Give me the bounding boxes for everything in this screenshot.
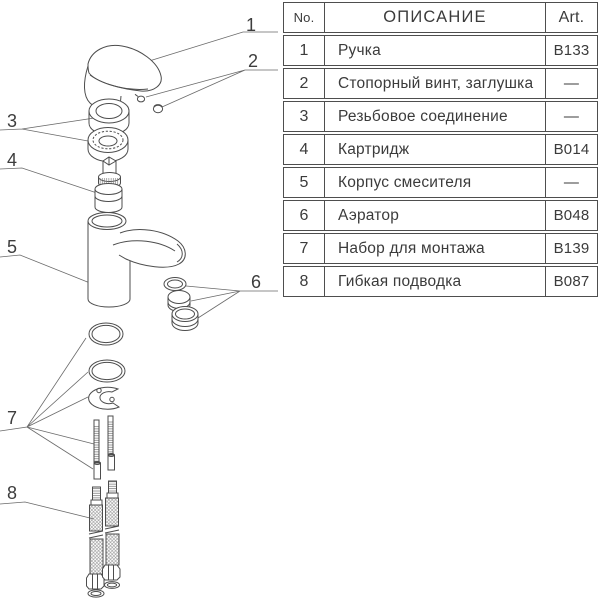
- parts-table: [283, 2, 598, 299]
- callout-leader-lines: [0, 32, 278, 519]
- cell-no: 8: [284, 267, 325, 296]
- header-description: ОПИСАНИЕ: [325, 3, 546, 32]
- cell-art: B133: [553, 42, 590, 59]
- table-row: [283, 101, 598, 132]
- callout-4: 4: [6, 150, 18, 170]
- callout-3: 3: [6, 111, 18, 131]
- cell-description: Стопорный винт, заглушка: [325, 69, 546, 98]
- table-row: [283, 167, 598, 198]
- aerator-part: [164, 278, 198, 331]
- cell-no: 2: [284, 69, 325, 98]
- cell-no: 5: [284, 168, 325, 197]
- set-screw-icon: [135, 94, 163, 112]
- cell-no: 3: [284, 102, 325, 131]
- cell-description: Картридж: [325, 135, 546, 164]
- table-row: [283, 68, 598, 99]
- header-art: Art.: [558, 8, 585, 26]
- callout-5: 5: [6, 237, 18, 257]
- table-row: [283, 233, 598, 264]
- cell-art: B139: [553, 240, 590, 257]
- cell-description: Гибкая подводка: [325, 267, 546, 296]
- cell-art: B014: [553, 141, 590, 158]
- table-row: [283, 134, 598, 165]
- cell-no: 6: [284, 201, 325, 230]
- cell-description: Корпус смесителя: [325, 168, 546, 197]
- exploded-faucet-diagram: [0, 0, 283, 598]
- table-row: [283, 35, 598, 66]
- mounting-kit-part: [89, 323, 125, 479]
- cell-art: —: [563, 174, 580, 191]
- cell-art: —: [563, 108, 580, 125]
- cell-art: B087: [553, 273, 590, 290]
- table-header-row: [283, 2, 598, 33]
- cell-art: B048: [553, 207, 590, 224]
- cell-art: —: [563, 75, 580, 92]
- cell-description: Резьбовое соединение: [325, 102, 546, 131]
- cell-no: 7: [284, 234, 325, 263]
- cell-no: 4: [284, 135, 325, 164]
- cell-description: Аэратор: [325, 201, 546, 230]
- serrated-ring: [88, 128, 128, 162]
- table-row: [283, 200, 598, 231]
- callout-8: 8: [6, 483, 18, 503]
- cell-description: Ручка: [325, 36, 546, 65]
- callout-1: 1: [245, 15, 257, 35]
- handle-part: [84, 45, 161, 109]
- callout-7: 7: [6, 408, 18, 428]
- cartridge-part: [95, 157, 122, 213]
- header-no: No.: [284, 3, 325, 32]
- callout-6: 6: [250, 272, 262, 292]
- cell-no: 1: [284, 36, 325, 65]
- flexible-hoses-part: [87, 481, 121, 597]
- table-row: [283, 266, 598, 297]
- cell-description: Набор для монтажа: [325, 234, 546, 263]
- callout-2: 2: [247, 51, 259, 71]
